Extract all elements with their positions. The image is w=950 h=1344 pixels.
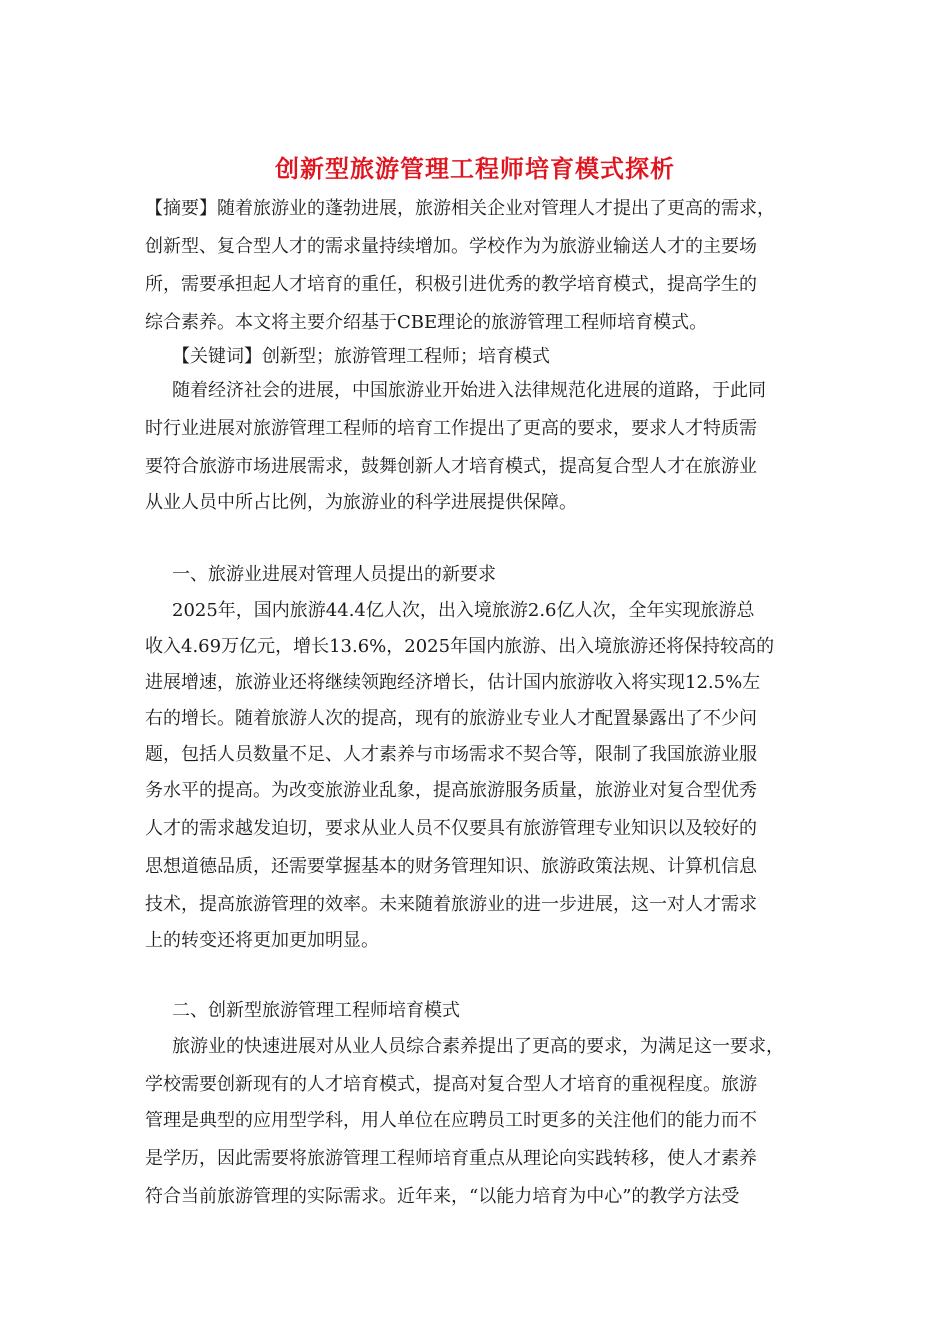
body-line: 技术，提高旅游管理的效率。未来随着旅游业的进一步进展，这一对人才需求 [145,894,757,915]
body-line: 上的转变还将更加更加明显。 [145,930,379,951]
body-line: 是学历，因此需要将旅游管理工程师培育重点从理论向实践转移，使人才素养 [145,1148,757,1169]
abstract-line: 【摘要】随着旅游业的蓬勃进展，旅游相关企业对管理人才提出了更高的需求， [145,198,775,219]
body-line: 人才的需求越发迫切，要求从业人员不仅要具有旅游管理专业知识以及较好的 [145,818,757,839]
body-line: 学校需要创新现有的人才培育模式，提高对复合型人才培育的重视程度。旅游 [145,1074,757,1095]
section-heading-2: 二、创新型旅游管理工程师培育模式 [172,1000,460,1021]
body-line: 2025年，国内旅游44.4亿人次，出入境旅游2.6亿人次，全年实现旅游总 [172,600,755,621]
body-line: 符合当前旅游管理的实际需求。近年来，“以能力培育为中心”的教学方法受 [145,1186,740,1207]
body-line: 右的增长。随着旅游人次的提高，现有的旅游业专业人才配置暴露出了不少问 [145,708,757,729]
section-heading-1: 一、旅游业进展对管理人员提出的新要求 [172,564,496,585]
body-line: 从业人员中所占比例，为旅游业的科学进展提供保障。 [145,492,577,513]
body-line: 进展增速，旅游业还将继续领跑经济增长，估计国内旅游收入将实现12.5%左 [145,672,761,693]
body-line: 要符合旅游市场进展需求，鼓舞创新人才培育模式，提高复合型人才在旅游业 [145,456,757,477]
body-line: 思想道德品质，还需要掌握基本的财务管理知识、旅游政策法规、计算机信息 [145,856,757,877]
body-line: 时行业进展对旅游管理工程师的培育工作提出了更高的要求，要求人才特质需 [145,418,757,439]
body-line: 旅游业的快速进展对从业人员综合素养提出了更高的要求，为满足这一要求， [172,1036,784,1057]
keywords-line: 【关键词】创新型；旅游管理工程师；培育模式 [172,346,550,367]
document-title: 创新型旅游管理工程师培育模式探析 [275,154,675,183]
body-line: 收入4.69万亿元，增长13.6%，2025年国内旅游、出入境旅游还将保持较高的 [145,636,775,657]
body-line: 务水平的提高。为改变旅游业乱象，提高旅游服务质量，旅游业对复合型优秀 [145,780,757,801]
abstract-line: 所，需要承担起人才培育的重任，积极引进优秀的教学培育模式，提高学生的 [145,274,757,295]
body-line: 管理是典型的应用型学科，用人单位在应聘员工时更多的关注他们的能力而不 [145,1110,757,1131]
body-line: 题，包括人员数量不足、人才素养与市场需求不契合等，限制了我国旅游业服 [145,744,757,765]
abstract-line: 综合素养。本文将主要介绍基于CBE理论的旅游管理工程师培育模式。 [145,312,708,333]
body-line: 随着经济社会的进展，中国旅游业开始进入法律规范化进展的道路，于此同 [172,380,766,401]
abstract-line: 创新型、复合型人才的需求量持续增加。学校作为为旅游业输送人才的主要场 [145,236,757,257]
